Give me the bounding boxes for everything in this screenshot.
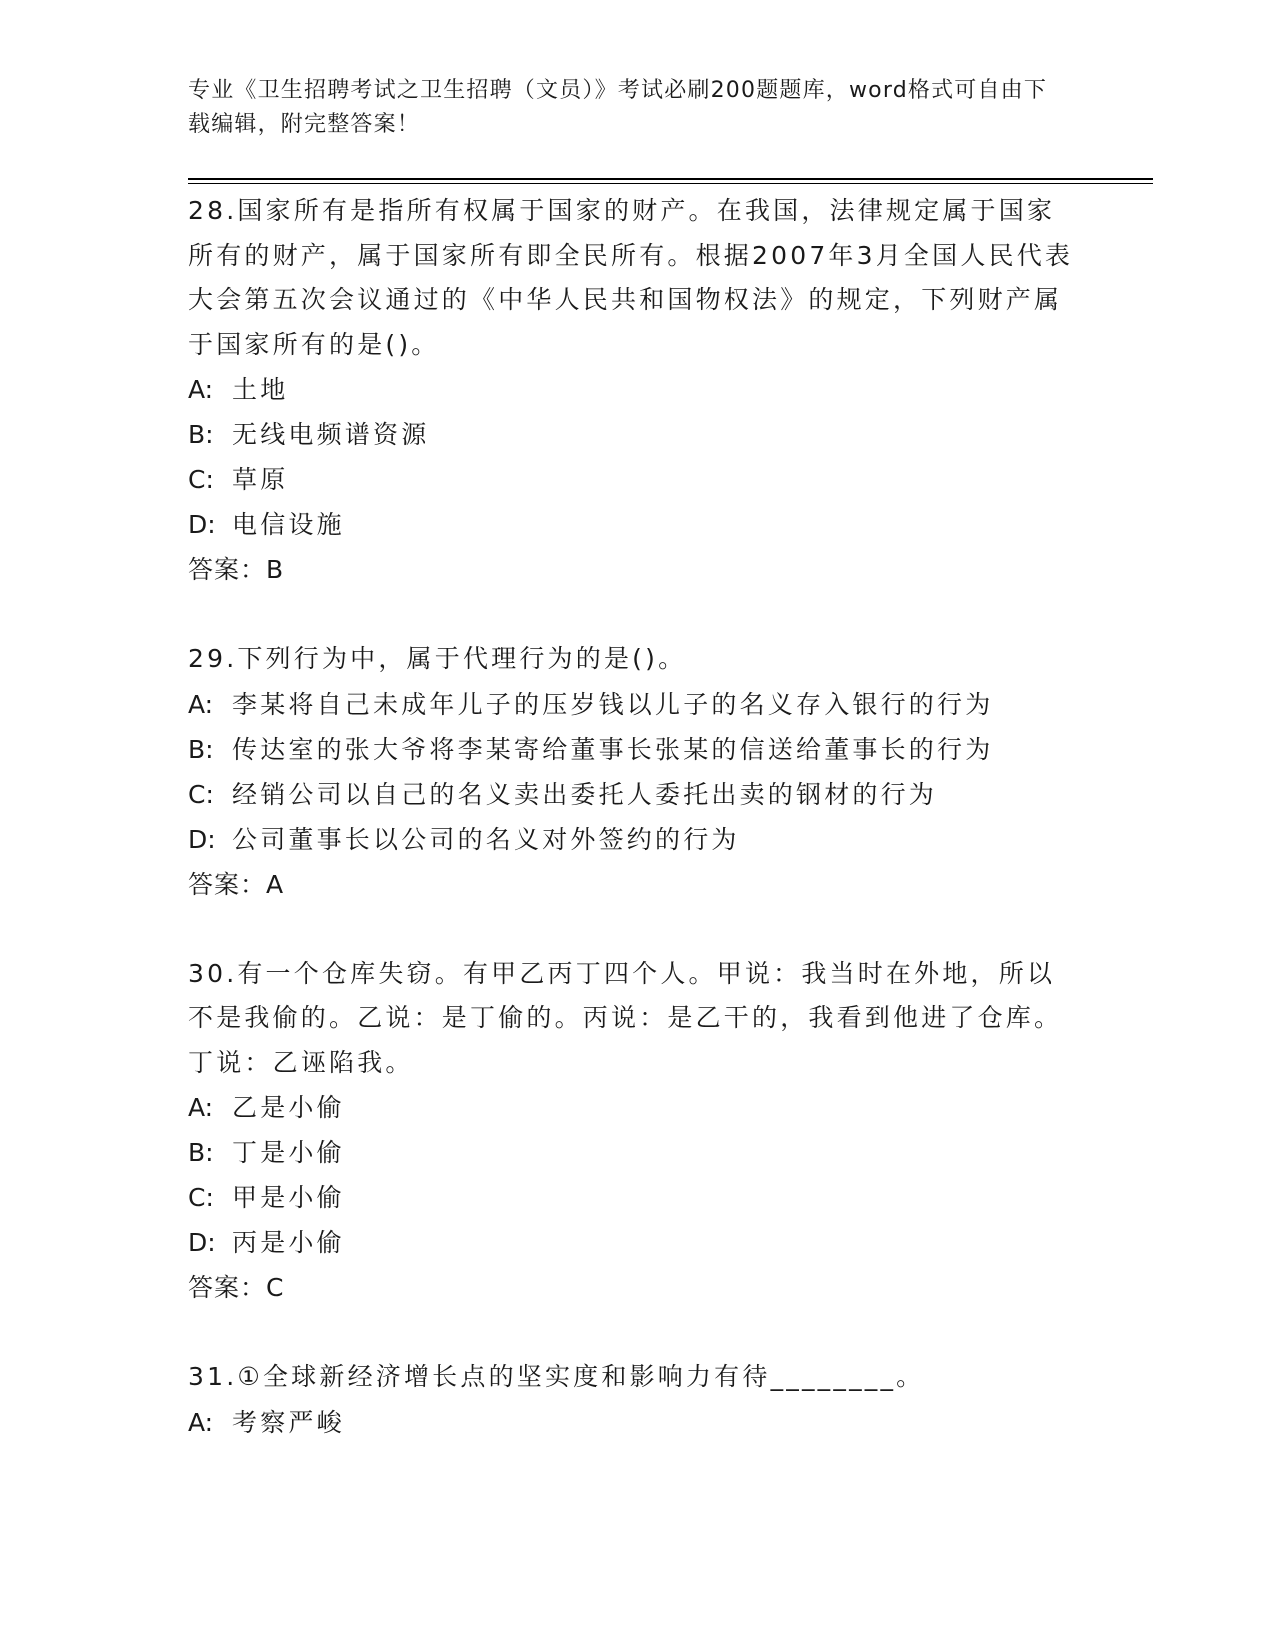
question-stem: 31.①全球新经济增长点的坚实度和影响力有待________。	[188, 1362, 925, 1391]
option-a	[188, 367, 1088, 412]
option-text: 李某将自己未成年儿子的压岁钱以儿子的名义存入银行的行为	[232, 689, 994, 719]
header-divider-thick	[188, 178, 1153, 180]
option-c	[188, 457, 1088, 502]
document-header: 专业《卫生招聘考试之卫生招聘（文员）》考试必刷200题题库，word格式可自由下载编辑，附完整答案！	[188, 78, 1048, 137]
option-a	[188, 1400, 1088, 1445]
option-letter: C:	[188, 1183, 214, 1212]
option-b	[188, 412, 1088, 457]
option-c	[188, 1175, 1088, 1220]
option-a	[188, 682, 1088, 727]
option-text: 传达室的张大爷将李某寄给董事长张某的信送给董事长的行为	[232, 734, 994, 764]
question-stem: 29.下列行为中，属于代理行为的是()。	[188, 644, 687, 673]
answer-line: 答案：A	[188, 869, 285, 899]
question-29	[188, 637, 1088, 907]
option-letter: B:	[188, 1138, 214, 1167]
option-letter: B:	[188, 734, 214, 764]
option-d	[188, 817, 1088, 862]
question-28	[188, 189, 1088, 592]
option-c	[188, 772, 1088, 817]
option-letter: D:	[188, 510, 216, 539]
option-letter: D:	[188, 1228, 216, 1257]
answer-line: 答案：C	[188, 1273, 285, 1302]
option-letter: A:	[188, 1093, 214, 1122]
question-31	[188, 1355, 1088, 1445]
option-letter: D:	[188, 824, 216, 854]
option-text: 土地	[232, 375, 289, 404]
option-text: 甲是小偷	[232, 1183, 345, 1212]
option-d	[188, 1220, 1088, 1265]
option-text: 丁是小偷	[232, 1138, 345, 1167]
option-text: 无线电频谱资源	[232, 420, 430, 449]
option-text: 公司董事长以公司的名义对外签约的行为	[232, 824, 740, 854]
option-letter: A:	[188, 689, 214, 719]
question-list	[188, 189, 1088, 1490]
option-letter: C:	[188, 779, 214, 809]
question-stem: 30.有一个仓库失窃。有甲乙丙丁四个人。甲说：我当时在外地，所以不是我偷的。乙说：是丁偷的。丙说：是乙干的，我看到他进了仓库。丁说：乙诬陷我。	[188, 958, 1063, 1077]
question-30	[188, 952, 1088, 1311]
option-text: 乙是小偷	[232, 1093, 345, 1122]
option-b	[188, 727, 1088, 772]
question-stem: 28.国家所有是指所有权属于国家的财产。在我国，法律规定属于国家所有的财产，属于国家所有即全民所有。根据2007年3月全国人民代表大会第五次会议通过的《中华人民共和国物权法》的规定，下列财产属于国家所有的是()。	[188, 196, 1074, 359]
option-letter: B:	[188, 420, 214, 449]
option-text: 考察严峻	[232, 1407, 345, 1437]
header-divider-thin	[188, 183, 1153, 184]
option-text: 草原	[232, 465, 289, 494]
option-letter: A:	[188, 1407, 214, 1437]
option-a	[188, 1085, 1088, 1130]
option-letter: C:	[188, 465, 214, 494]
option-text: 丙是小偷	[232, 1228, 345, 1257]
option-text: 电信设施	[232, 510, 345, 539]
option-d	[188, 502, 1088, 547]
option-b	[188, 1130, 1088, 1175]
option-letter: A:	[188, 375, 214, 404]
answer-line: 答案：B	[188, 555, 285, 584]
option-text: 经销公司以自己的名义卖出委托人委托出卖的钢材的行为	[232, 779, 938, 809]
